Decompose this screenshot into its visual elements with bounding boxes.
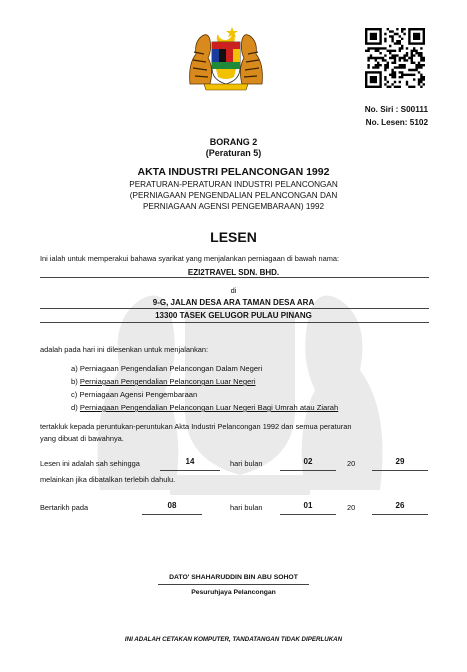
validity-unless: melainkan jika dibatalkan terlebih dahulu. bbox=[40, 475, 176, 484]
company-address-2: 13300 TASEK GELUGOR PULAU PINANG bbox=[155, 311, 312, 320]
validity-month-line bbox=[280, 470, 336, 471]
license-number: No. Lesen: 5102 bbox=[365, 118, 428, 127]
act-line-2: (PERNIAGAAN PENGENDALIAN PELANCONGAN DAN bbox=[129, 191, 338, 200]
option-letter: a) bbox=[71, 364, 78, 373]
validity-month: 02 bbox=[303, 457, 313, 466]
option-text: Perniagaan Pengendalian Pelancongan Dalam Negeri bbox=[79, 364, 263, 373]
company-name-line bbox=[40, 277, 429, 278]
qr-code bbox=[365, 28, 425, 88]
option-letter: c) bbox=[71, 390, 78, 399]
address-line-1 bbox=[40, 308, 429, 309]
address-line-2 bbox=[40, 322, 429, 323]
certify-text: Ini ialah untuk memperakui bahawa syarikat yang menjalankan perniagaan di bawah nama: bbox=[40, 254, 340, 263]
validity-century: 20 bbox=[347, 459, 356, 468]
dated-day-line bbox=[142, 514, 202, 515]
subject-text-1: tertakluk kepada peruntukan-peruntukan Akta Industri Pelancongan 1992 dan semua peraturan bbox=[40, 422, 352, 431]
act-line-1: PERATURAN-PERATURAN INDUSTRI PELANCONGAN bbox=[129, 180, 338, 189]
option-text: Perniagaan Pengendalian Pelancongan Luar Negeri bbox=[79, 377, 256, 386]
option-b bbox=[71, 377, 256, 386]
signatory-title: Pesuruhjaya Pelancongan bbox=[191, 589, 276, 596]
dated-century: 20 bbox=[347, 503, 356, 512]
signature-line bbox=[158, 584, 309, 585]
validity-day: 14 bbox=[185, 457, 195, 466]
license-title: LESEN bbox=[210, 229, 257, 245]
dated-label: Bertarikh pada bbox=[40, 503, 89, 512]
option-d bbox=[71, 403, 338, 412]
validity-day-line bbox=[160, 470, 220, 471]
dated-year-line bbox=[372, 514, 428, 515]
coat-of-arms-logo bbox=[186, 24, 266, 94]
act-line-3: PERNIAGAAN AGENSI PENGEMBARAAN) 1992 bbox=[142, 202, 325, 211]
subject-text-2: yang dibuat di bawahnya. bbox=[40, 434, 124, 443]
validity-year: 29 bbox=[395, 457, 405, 466]
validity-label: Lesen ini adalah sah sehingga bbox=[40, 459, 140, 468]
dated-day: 08 bbox=[167, 501, 177, 510]
dated-month-label: hari bulan bbox=[230, 503, 263, 512]
dated-month-line bbox=[280, 514, 336, 515]
company-at: di bbox=[230, 286, 237, 295]
dated-year: 26 bbox=[395, 501, 405, 510]
company-name: EZI2TRAVEL SDN. BHD. bbox=[187, 268, 280, 277]
form-name: BORANG 2 bbox=[209, 137, 258, 147]
option-letter: b) bbox=[71, 377, 78, 386]
footer-note: INI ADALAH CETAKAN KOMPUTER, TANDATANGAN TIDAK DIPERLUKAN bbox=[124, 636, 343, 643]
option-text: Perniagaan Agensi Pengembaraan bbox=[79, 390, 198, 399]
validity-month-label: hari bulan bbox=[230, 459, 263, 468]
form-regulation: (Peraturan 5) bbox=[205, 148, 262, 158]
option-letter: d) bbox=[71, 403, 78, 412]
dated-month: 01 bbox=[303, 501, 313, 510]
validity-year-line bbox=[372, 470, 428, 471]
act-title: AKTA INDUSTRI PELANCONGAN 1992 bbox=[137, 166, 330, 178]
serial-number: No. Siri : S00111 bbox=[364, 105, 428, 114]
signatory-name: DATO' SHAHARUDDIN BIN ABU SOHOT bbox=[169, 574, 298, 581]
licensed-text: adalah pada hari ini dilesenkan untuk menjalankan: bbox=[40, 345, 209, 354]
option-a bbox=[71, 364, 262, 373]
option-c bbox=[71, 390, 197, 399]
option-text: Perniagaan Pengendalian Pelancongan Luar Negeri Bagi Umrah atau Ziarah bbox=[79, 403, 339, 412]
company-address-1: 9-G, JALAN DESA ARA TAMAN DESA ARA bbox=[152, 298, 315, 307]
